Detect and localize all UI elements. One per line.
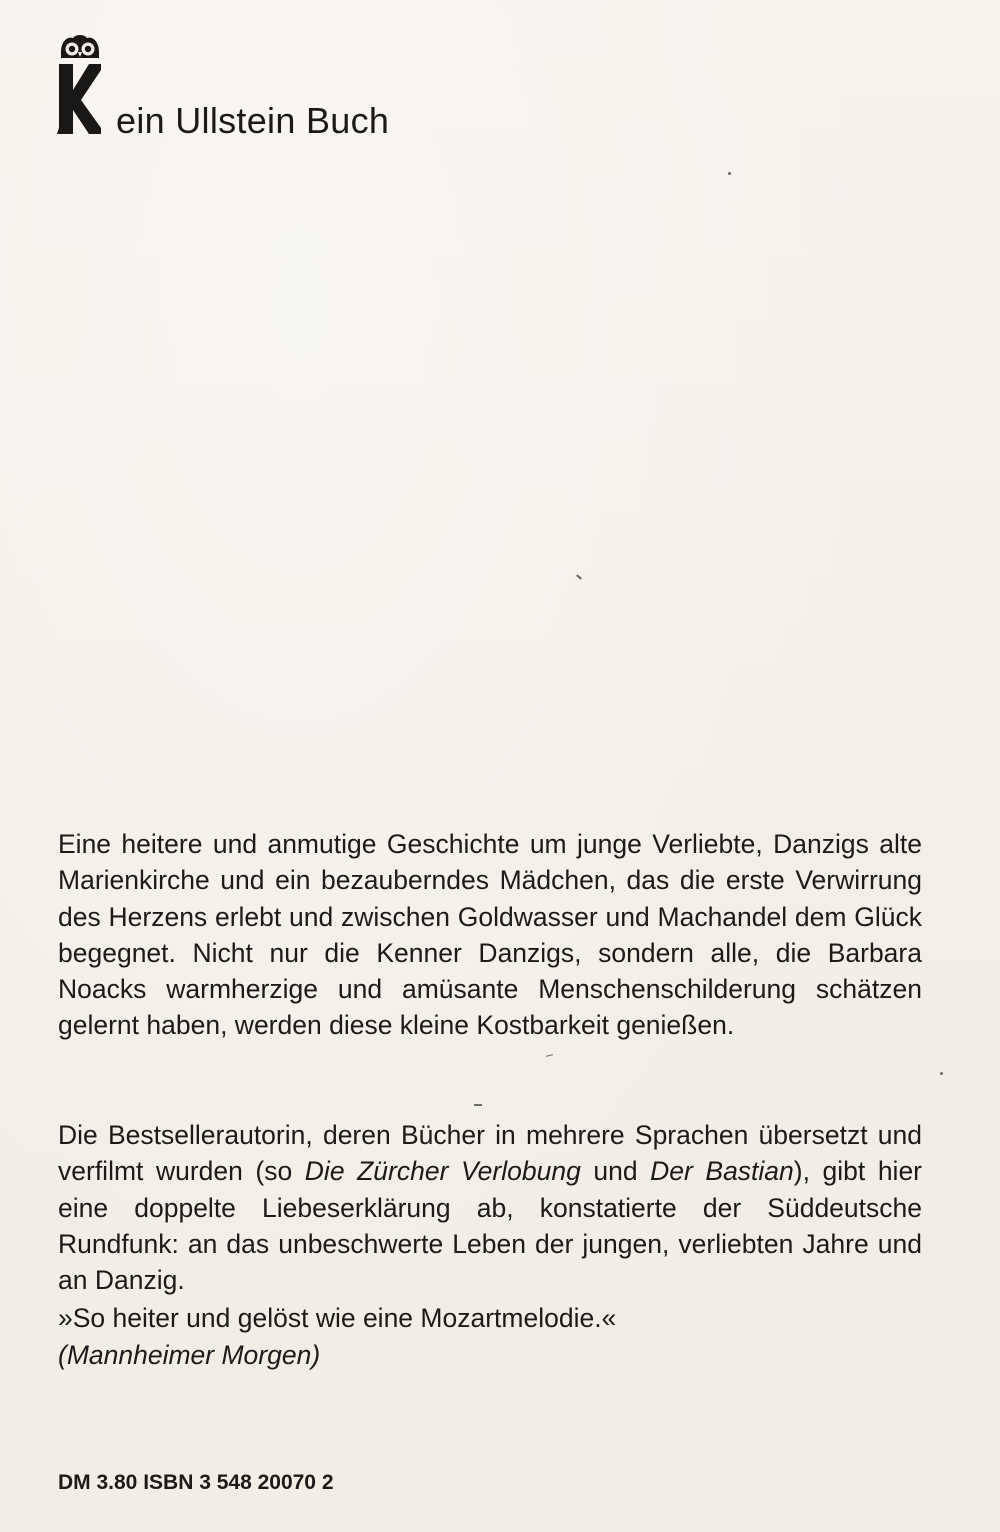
- blurb-paragraph-2-text-2: und: [580, 1156, 651, 1187]
- blurb-paragraph-2: [58, 1117, 922, 1298]
- paper-speck: [546, 1054, 553, 1057]
- paper-speck: [728, 172, 731, 175]
- blurb-paragraph-2-text-3: ), gibt hier eine doppelte Liebeserklärung ab, konstatierte der Süddeutsche Rundfunk: an das unbeschwerte Leben der jungen, verliebten Jahre und an Danzig.: [58, 1156, 923, 1296]
- review-source: (Mannheimer Morgen): [58, 1340, 321, 1370]
- paper-speck: [474, 1104, 482, 1106]
- blurb-paragraph-2-text-1: Die Bestsellerautorin, deren Bücher in mehrere Sprachen übersetzt und verfilmt wurden (so: [58, 1120, 922, 1187]
- review-quote: »So heiter und gelöst wie eine Mozartmelodie.«: [58, 1303, 617, 1333]
- blurb-paragraph-1: Eine heitere und anmutige Geschichte um junge Verliebte, Danzigs alte Marienkirche und ein bezauberndes Mädchen, das die erste Verwirrung des Herzens erlebt und zwischen Goldwasser und Machandel dem Glück begegnet. Nicht nur die Kenner Danzigs, sondern alle, die Barbara Noacks warmherzige und amüsante Menschenschilderung schätzen gelernt haben, werden diese kleine Kostbarkeit genießen.: [58, 829, 922, 1041]
- publisher-imprint: ein Ullstein Buch: [116, 100, 390, 141]
- owl-icon: [55, 30, 105, 138]
- paper-speck: [576, 574, 582, 579]
- book-title-bastian: Der Bastian: [650, 1156, 794, 1187]
- price-isbn: DM 3.80 ISBN 3 548 20070 2: [58, 1471, 334, 1494]
- book-title-zuercher-verlobung: Die Zürcher Verlobung: [304, 1156, 581, 1187]
- paper-speck: [940, 1072, 943, 1075]
